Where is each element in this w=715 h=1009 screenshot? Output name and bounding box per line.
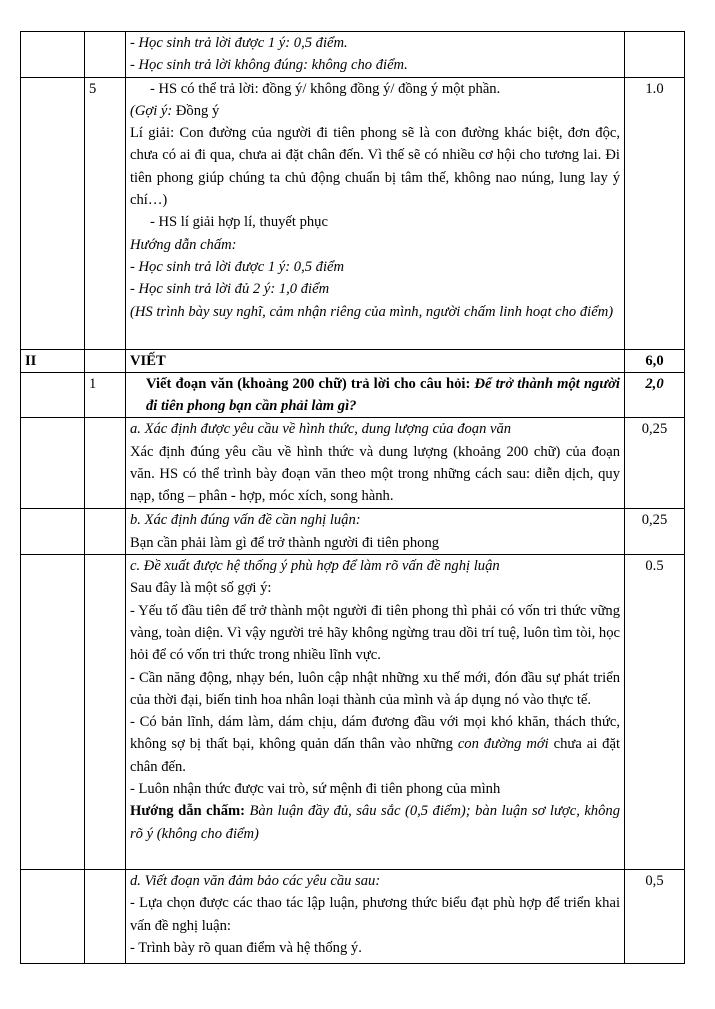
part-cell: II <box>21 349 85 372</box>
criterion-body: Xác định đúng yêu cầu về hình thức và dung lượng (khoảng 200 chữ) của đoạn văn. HS có thể trình bày đoạn văn theo một trong những cách sau: diễn dịch, quy nạp, tổng – phân - hợp, móc xích, song hành. <box>130 443 620 505</box>
guide-line: - Học sinh trả lời được 1 ý: 0,5 điểm <box>130 258 345 275</box>
score-cell: 0.5 <box>625 555 685 870</box>
grading-table <box>20 31 685 964</box>
part-cell <box>21 870 85 964</box>
guide-line: - Học sinh trả lời đủ 2 ý: 1,0 điểm <box>130 281 330 298</box>
part-cell <box>21 32 85 78</box>
criterion-body: Bạn cần phải làm gì để trở thành người đi tiên phong <box>130 534 440 551</box>
content-cell <box>126 418 625 509</box>
grading-note: (HS trình bày suy nghĩ, cảm nhận riêng của mình, người chấm linh hoạt cho điểm) <box>130 303 614 320</box>
question-number-cell: 5 <box>85 77 126 349</box>
criterion-heading: a. Xác định được yêu cầu về hình thức, dung lượng của đoạn văn <box>130 421 512 438</box>
table-row <box>21 77 685 349</box>
criterion-body: - Lựa chọn được các thao tác lập luận, phương thức biểu đạt phù hợp để triển khai vấn đề nghị luận: <box>130 895 620 934</box>
suggestion-text: chưa ai đặt chân đến. <box>130 736 621 775</box>
suggestion-item: - Yếu tố đầu tiên để trở thành một người đi tiên phong thì phải có vốn tri thức vững vàng, toàn diện. Vì vậy người trẻ hãy không ngừng trau dồi trí tuệ, luôn tìm tòi, học hỏi để có vốn tri thức trong nhiều lĩnh vực. <box>130 602 620 664</box>
criterion-heading: d. Viết đoạn văn đảm bảo các yêu cầu sau: <box>130 873 381 890</box>
guide-line: - Học sinh trả lời không đúng: không cho điểm. <box>130 57 408 74</box>
score-cell: 1.0 <box>625 77 685 349</box>
question-number-cell <box>85 509 126 555</box>
question-number-cell: 1 <box>85 372 126 418</box>
score-cell: 0,25 <box>625 509 685 555</box>
table-row <box>21 555 685 870</box>
grading-guide-body: Bàn luận đầy đủ, sâu sắc (0,5 điểm); bàn luận sơ lược, không rõ ý (không cho điểm) <box>130 803 620 842</box>
criterion-body: - Trình bày rõ quan điểm và hệ thống ý. <box>130 939 362 956</box>
score-cell: 6,0 <box>625 349 685 372</box>
content-cell <box>126 870 625 964</box>
part-cell <box>21 555 85 870</box>
table-row <box>21 509 685 555</box>
table-row <box>21 418 685 509</box>
part-cell <box>21 77 85 349</box>
table-row <box>21 349 685 372</box>
question-prefix: Viết đoạn văn (khoảng 200 chữ) trả lời cho câu hỏi: <box>146 375 475 392</box>
section-title: VIẾT <box>126 349 625 372</box>
content-cell <box>126 32 625 78</box>
reasoning-paragraph: Lí giải: Con đường của người đi tiên phong sẽ là con đường khác biệt, đơn độc, chưa có ai đi qua, chưa ai đặt chân đến. Vì thế sẽ có nhiều cơ hội cho tương lai. Đi tiên phong giúp chúng ta chủ động chuẩn bị tâm thế, không nao núng, lung lay ý chí…) <box>130 125 620 209</box>
grading-guide-title: Hướng dẫn chấm: <box>130 803 246 820</box>
criterion-heading: c. Đề xuất được hệ thống ý phù hợp để làm rõ vấn đề nghị luận <box>130 558 500 575</box>
question-number-cell <box>85 32 126 78</box>
suggestion-item: - Luôn nhận thức được vai trò, sứ mệnh đi tiên phong của mình <box>130 781 501 798</box>
content-cell <box>126 77 625 349</box>
suggestion-text: - Có bản lĩnh, dám làm, dám chịu, dám đương đầu với mọi khó khăn, thách thức, không sợ bị thất bại, không quản dấn thân vào những <box>130 714 620 753</box>
table-row <box>21 32 685 78</box>
score-cell: 0,5 <box>625 870 685 964</box>
grading-guide-title: Hướng dẫn chấm: <box>130 236 237 253</box>
table-row <box>21 372 685 418</box>
question-number-cell <box>85 555 126 870</box>
answer-option-bullet: - HS có thể trả lời: đồng ý/ không đồng ý/ đồng ý một phần. <box>150 80 501 97</box>
part-cell <box>21 509 85 555</box>
suggestion-item: - Cần năng động, nhạy bén, luôn cập nhật những xu thế mới, đón đầu sự phát triển của thời đại, biến tinh hoa nhân loại thành của mình và áp dụng nó vào thực tế. <box>130 669 620 708</box>
answer-option-bullet: - HS lí giải hợp lí, thuyết phục <box>150 214 328 231</box>
table-row <box>21 870 685 964</box>
suggestion-italic: con đường mới <box>457 736 549 753</box>
part-cell <box>21 372 85 418</box>
guide-line: - Học sinh trả lời được 1 ý: 0,5 điểm. <box>130 35 348 51</box>
question-text <box>126 372 625 418</box>
content-cell <box>126 555 625 870</box>
score-cell: 2,0 <box>625 372 685 418</box>
score-cell <box>625 32 685 78</box>
question-number-cell <box>85 418 126 509</box>
suggestion-intro: Sau đây là một số gợi ý: <box>130 580 272 597</box>
question-italic: Để trở thành một người đi tiên phong bạn cần phải làm gì? <box>146 375 620 415</box>
score-cell: 0,25 <box>625 418 685 509</box>
hint-line <box>130 100 620 122</box>
part-cell <box>21 418 85 509</box>
grading-guide <box>130 800 620 845</box>
hint-value: Đồng ý <box>172 102 220 119</box>
suggestion-item <box>130 711 620 778</box>
content-cell <box>126 509 625 555</box>
question-number-cell <box>85 349 126 372</box>
criterion-heading: b. Xác định đúng vấn đề cần nghị luận: <box>130 512 361 529</box>
question-number-cell <box>85 870 126 964</box>
hint-label: (Gợi ý: <box>130 102 173 119</box>
